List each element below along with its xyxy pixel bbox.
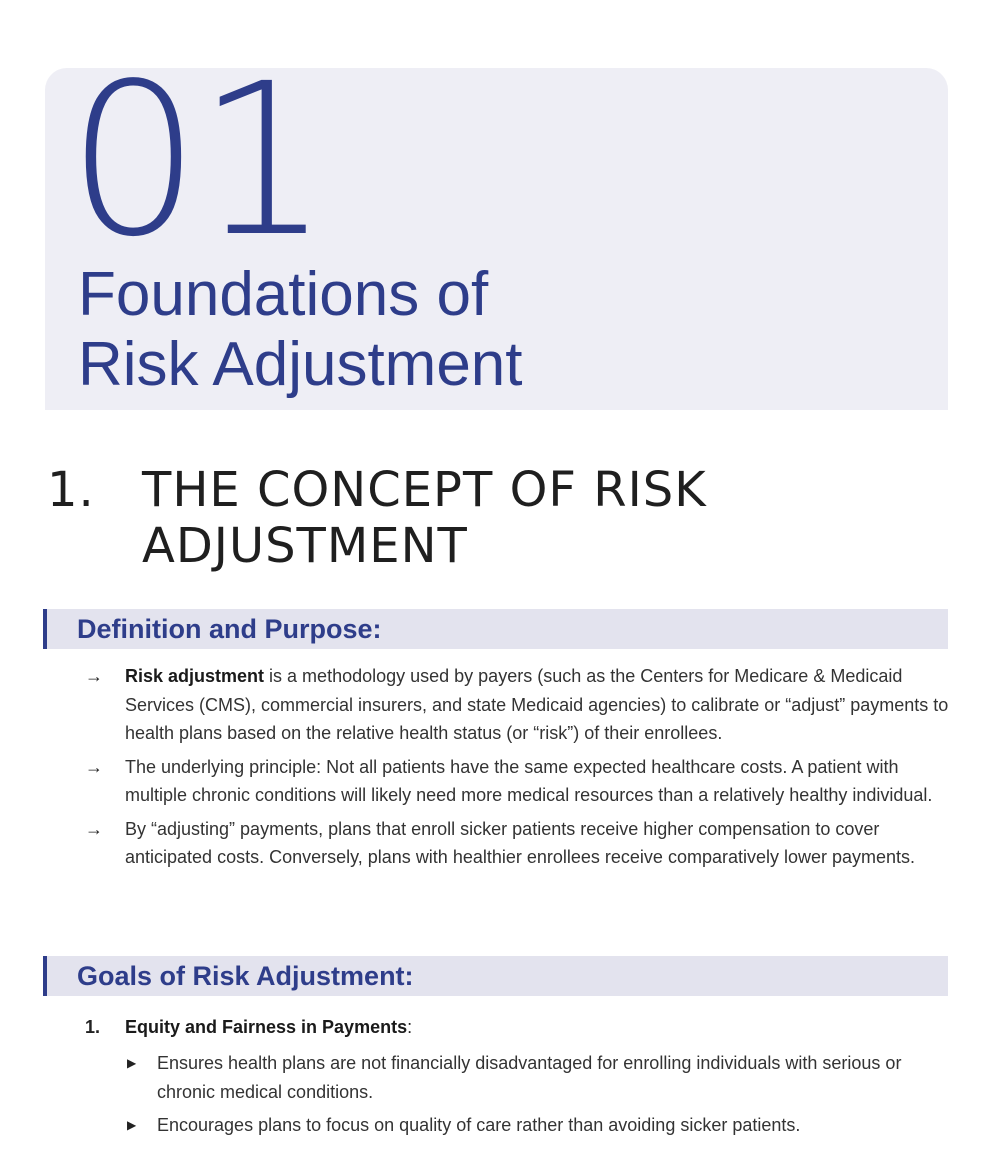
bullet-text: The underlying principle: Not all patients have the same expected healthcare costs. A patient with multiple chronic conditions will likely need more medical resources than a relatively healthy individual. (125, 756, 933, 805)
goal-title-suffix: : (407, 1017, 413, 1037)
list-item (125, 1049, 955, 1106)
list-item (85, 753, 955, 810)
list-item (85, 815, 955, 872)
goal-title-bold: Equity and Fairness in Payments (125, 1017, 408, 1037)
goal-title (125, 1013, 412, 1041)
arrow-right-icon: → (85, 666, 103, 686)
goals-subheading-bar (43, 956, 948, 996)
definition-bullet-list (85, 662, 955, 877)
section-title-line-2: ADJUSTMENT (142, 518, 468, 574)
chapter-title-line-2: Risk Adjustment (78, 330, 523, 399)
definition-subheading-bar (43, 609, 948, 649)
bullet-text: By “adjusting” payments, plans that enroll sicker patients receive higher compensation to cover anticipated costs. Conversely, plans with healthier enrollees receive comparatively lower payments. (125, 818, 916, 867)
triangle-right-icon: ▶ (127, 1118, 137, 1132)
sub-bullet-text: Encourages plans to focus on quality of care rather than avoiding sicker patients. (157, 1115, 801, 1135)
chapter-hero (45, 38, 948, 410)
goal-sub-bullet-list (125, 1049, 955, 1145)
arrow-right-icon: → (85, 818, 103, 839)
bullet-text: is a methodology used by payers (such as the Centers for Medicare & Medicaid Services (CMS), commercial insurers, and state Medicaid agencies) to calibrate or “adjust” payments to health plans based on the relative health status (or “risk”) of their enrollees. (125, 666, 949, 743)
definition-heading: Definition and Purpose: (77, 614, 382, 644)
section-title (142, 462, 842, 574)
goals-heading: Goals of Risk Adjustment: (77, 961, 414, 991)
chapter-title (78, 260, 523, 400)
chapter-number: 01 (67, 38, 327, 283)
list-item (125, 1111, 955, 1140)
arrow-right-icon: → (85, 756, 103, 777)
triangle-right-icon: ▶ (127, 1056, 137, 1070)
section-number: 1. (47, 462, 95, 518)
bullet-bold-term: Risk adjustment (125, 666, 265, 686)
sub-bullet-text: Ensures health plans are not financially disadvantaged for enrolling individuals with serious or chronic medical conditions. (157, 1053, 902, 1102)
list-item (85, 662, 955, 748)
chapter-title-line-1: Foundations of (78, 260, 489, 329)
section-title-line-1: THE CONCEPT OF RISK (142, 462, 707, 518)
goal-number: 1. (85, 1017, 101, 1037)
